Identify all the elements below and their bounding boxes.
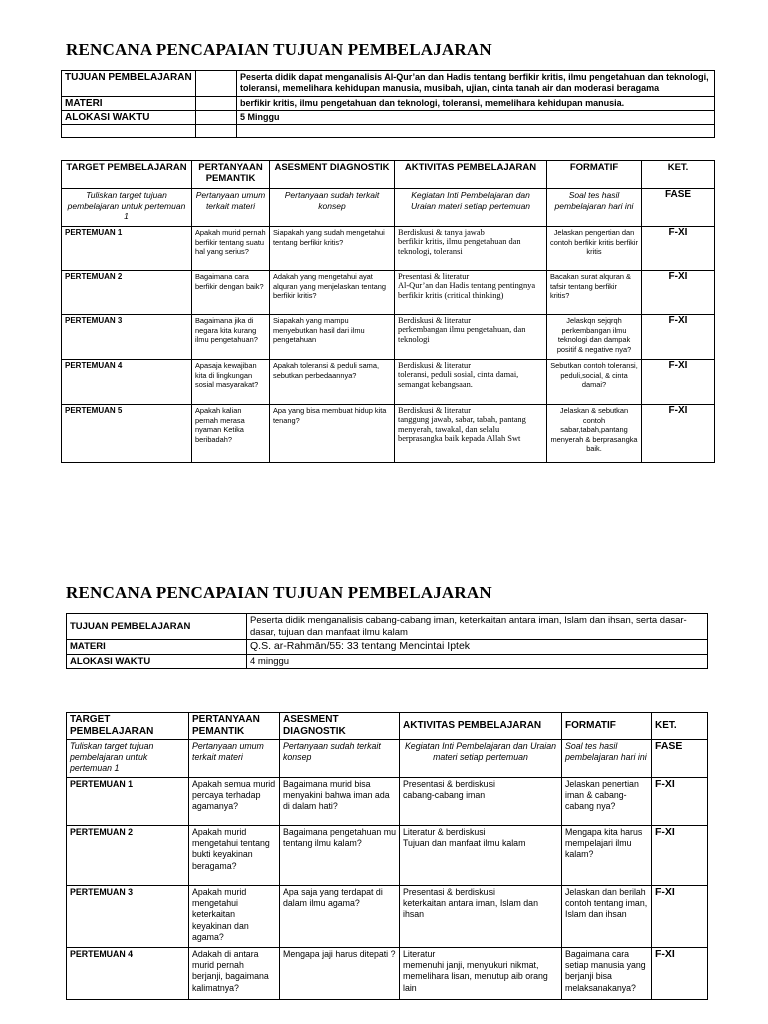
ket-cell: F-XI [652, 826, 708, 886]
formatif-cell: Jelaskan pengertian dan contoh berfikir kritis berfikir kritis [547, 227, 642, 271]
table-row [62, 271, 715, 315]
alokasi-value: 4 minggu [247, 654, 708, 669]
aktivitas-cell: Presentasi & berdiskusi cabang-cabang iman [400, 778, 562, 826]
ket-cell: F-XI [652, 778, 708, 826]
ket-cell: F-XI [652, 948, 708, 1000]
pertanyaan-cell: Adakah di antara murid pernah berjanji, bagaimana kalimatnya? [189, 948, 280, 1000]
tujuan-value: Peserta didik menganalisis cabang-cabang iman, keterkaitan antara iman, Islam dan ihsan, serta dasar-dasar, tujuan dan manfaat ilmu kalam [247, 614, 708, 640]
page-title-1: RENCANA PENCAPAIAN TUJUAN PEMBELAJARAN [66, 40, 492, 59]
asesmen-cell: Siapakah yang sudah mengetahui tentang berfikir kritis? [270, 227, 395, 271]
pertemuan-label: PERTEMUAN 2 [67, 826, 189, 886]
alokasi-label: ALOKASI WAKTU [67, 654, 247, 669]
aktivitas-cell: Berdiskusi & literatur tanggung jawab, sabar, tabah, pantang menyerah, tawakal, dan selalu berprasangka baik kepada Allah Swt [395, 405, 547, 463]
desc-formatif: Soal tes hasil pembelajaran hari ini [562, 740, 652, 778]
pertanyaan-cell: Apakah murid mengetahui keterkaitan keyakinan dan agama? [189, 886, 280, 948]
desc-pertanyaan: Pertanyaan umum terkait materi [189, 740, 280, 778]
ket-cell: F-XI [642, 405, 715, 463]
tujuan-value: Peserta didik dapat menganalisis Al-Qur’an dan Hadis tentang berfikir kritis, ilmu pengetahuan dan teknologi, toleransi, memelihara kehidupan manusia, musibah, ujian, cinta tanah air dan moderasi beragama [237, 71, 715, 97]
asesmen-cell: Apa saja yang terdapat di dalam ilmu agama? [280, 886, 400, 948]
pertemuan-label: PERTEMUAN 4 [62, 360, 192, 405]
header-asesmen: ASESMENT DIAGNOSTIK [280, 713, 400, 740]
table-row [67, 778, 708, 826]
formatif-cell: Jelaskan dan berilah contoh tentang iman, Islam dan ihsan [562, 886, 652, 948]
formatif-cell: Jelaskqn sejqrqh perkembangan ilmu teknologi dan dampak positif & negative nya? [547, 315, 642, 360]
pertemuan-label: PERTEMUAN 5 [62, 405, 192, 463]
header-asesmen: ASESMENT DIAGNOSTIK [270, 161, 395, 189]
aktivitas-cell: Presentasi & berdiskusi keterkaitan antara iman, Islam dan ihsan [400, 886, 562, 948]
ket-cell: F-XI [652, 886, 708, 948]
aktivitas-cell: Berdiskusi & literatur toleransi, peduli sosial, cinta damai, semangat kebangsaan. [395, 360, 547, 405]
asesmen-cell: Apa yang bisa membuat hidup kita tenang? [270, 405, 395, 463]
desc-asesmen: Pertanyaan sudah terkait konsep [270, 189, 395, 227]
header-ket: KET. [652, 713, 708, 740]
desc-ket: FASE [652, 740, 708, 778]
desc-pertanyaan: Pertanyaan umum terkait materi [192, 189, 270, 227]
pertanyaan-cell: Apakah murid mengetahui tentang bukti keyakinan beragama? [189, 826, 280, 886]
pertanyaan-cell: Bagaimana jika di negara kita kurang ilmu pengetahuan? [192, 315, 270, 360]
tujuan-label: TUJUAN PEMBELAJARAN [67, 614, 247, 640]
table-row [67, 826, 708, 886]
aktivitas-cell: Literatur & berdiskusi Tujuan dan manfaat ilmu kalam [400, 826, 562, 886]
pertanyaan-cell: Apasaja kewajiban kita di lingkungan sosial masyarakat? [192, 360, 270, 405]
info-table-1 [61, 70, 715, 138]
aktivitas-cell: Presentasi & literatur Al-Qur’an dan Hadis tentang pentingnya berfikir kritis (critical thinking) [395, 271, 547, 315]
ket-cell: F-XI [642, 227, 715, 271]
header-pertanyaan: PERTANYAAN PEMANTIK [192, 161, 270, 189]
table-row [62, 227, 715, 271]
desc-ket: FASE [642, 189, 715, 227]
materi-value: Q.S. ar-Rahmān/55: 33 tentang Mencintai Iptek [247, 640, 708, 655]
asesmen-cell: Mengapa jaji harus ditepati ? [280, 948, 400, 1000]
table-row [62, 405, 715, 463]
info-table-2 [66, 613, 708, 669]
rptp-table-2 [66, 712, 708, 1000]
header-aktivitas: AKTIVITAS PEMBELAJARAN [400, 713, 562, 740]
alokasi-label: ALOKASI WAKTU [62, 111, 196, 125]
header-formatif: FORMATIF [547, 161, 642, 189]
asesmen-cell: Bagaimana pengetahuan mu tentang ilmu kalam? [280, 826, 400, 886]
pertemuan-label: PERTEMUAN 1 [67, 778, 189, 826]
header-aktivitas: AKTIVITAS PEMBELAJARAN [395, 161, 547, 189]
header-target: TARGET PEMBELAJARAN [62, 161, 192, 189]
header-target: TARGET PEMBELAJARAN [67, 713, 189, 740]
asesmen-cell: Siapakah yang mampu menyebutkan hasil dari ilmu pengetahuan [270, 315, 395, 360]
formatif-cell: Mengapa kita harus mempelajari ilmu kalam? [562, 826, 652, 886]
header-ket: KET. [642, 161, 715, 189]
ket-cell: F-XI [642, 271, 715, 315]
materi-label: MATERI [67, 640, 247, 655]
formatif-cell: Jelaskan penertian iman & cabang-cabang nya? [562, 778, 652, 826]
table-row [67, 886, 708, 948]
ket-cell: F-XI [642, 360, 715, 405]
pertemuan-label: PERTEMUAN 2 [62, 271, 192, 315]
pertanyaan-cell: Apakah kalian pernah merasa nyaman Ketika beribadah? [192, 405, 270, 463]
aktivitas-cell: Literatur memenuhi janji, menyukuri nikmat, memelihara lisan, menutup aib orang lain [400, 948, 562, 1000]
desc-target: Tuliskan target tujuan pembelajaran untuk pertemuan 1 [67, 740, 189, 778]
aktivitas-cell: Berdiskusi & literatur perkembangan ilmu pengetahuan, dan teknologi [395, 315, 547, 360]
header-pertanyaan: PERTANYAAN PEMANTIK [189, 713, 280, 740]
pertanyaan-cell: Bagaimana cara berfikir dengan baik? [192, 271, 270, 315]
pertemuan-label: PERTEMUAN 4 [67, 948, 189, 1000]
desc-target: Tuliskan target tujuan pembelajaran untuk pertemuan 1 [62, 189, 192, 227]
materi-label: MATERI [62, 97, 196, 111]
pertemuan-label: PERTEMUAN 1 [62, 227, 192, 271]
table-row [62, 360, 715, 405]
rptp-table-1 [61, 160, 715, 463]
page-title-2: RENCANA PENCAPAIAN TUJUAN PEMBELAJARAN [66, 583, 492, 602]
formatif-cell: Jelaskan & sebutkan contoh sabar,tabah,pantang menyerah & berprasangka baik. [547, 405, 642, 463]
pertemuan-label: PERTEMUAN 3 [62, 315, 192, 360]
pertemuan-label: PERTEMUAN 3 [67, 886, 189, 948]
asesmen-cell: Apakah toleransi & peduli sama, sebutkan perbedaannya? [270, 360, 395, 405]
alokasi-value: 5 Minggu [237, 111, 715, 125]
tujuan-label: TUJUAN PEMBELAJARAN [62, 71, 196, 97]
materi-value: berfikir kritis, ilmu pengetahuan dan teknologi, toleransi, memelihara kehidupan manusia. [237, 97, 715, 111]
pertanyaan-cell: Apakah murid pernah berfikir tentang suatu hal yang serius? [192, 227, 270, 271]
pertanyaan-cell: Apakah semua murid percaya terhadap agamanya? [189, 778, 280, 826]
table-row [67, 948, 708, 1000]
desc-formatif: Soal tes hasil pembelajaran hari ini [547, 189, 642, 227]
aktivitas-cell: Berdiskusi & tanya jawab berfikir kritis, ilmu pengetahuan dan teknologi, toleransi [395, 227, 547, 271]
desc-aktivitas: Kegiatan Inti Pembelajaran dan Uraian materi setiap pertemuan [400, 740, 562, 778]
table-row [62, 315, 715, 360]
formatif-cell: Bacakan surat alquran & tafsir tentang berfikir kritis? [547, 271, 642, 315]
desc-aktivitas: Kegiatan Inti Pembelajaran dan Uraian materi setiap pertemuan [395, 189, 547, 227]
formatif-cell: Bagaimana cara setiap manusia yang berjanji bisa melaksanakanya? [562, 948, 652, 1000]
ket-cell: F-XI [642, 315, 715, 360]
desc-asesmen: Pertanyaan sudah terkait konsep [280, 740, 400, 778]
asesmen-cell: Bagaimana murid bisa menyakini bahwa iman ada di dalam hati? [280, 778, 400, 826]
header-formatif: FORMATIF [562, 713, 652, 740]
formatif-cell: Sebutkan contoh toleransi, peduli,social, & cinta damai? [547, 360, 642, 405]
asesmen-cell: Adakah yang mengetahui ayat alquran yang menjelaskan tentang berfikir kritis? [270, 271, 395, 315]
